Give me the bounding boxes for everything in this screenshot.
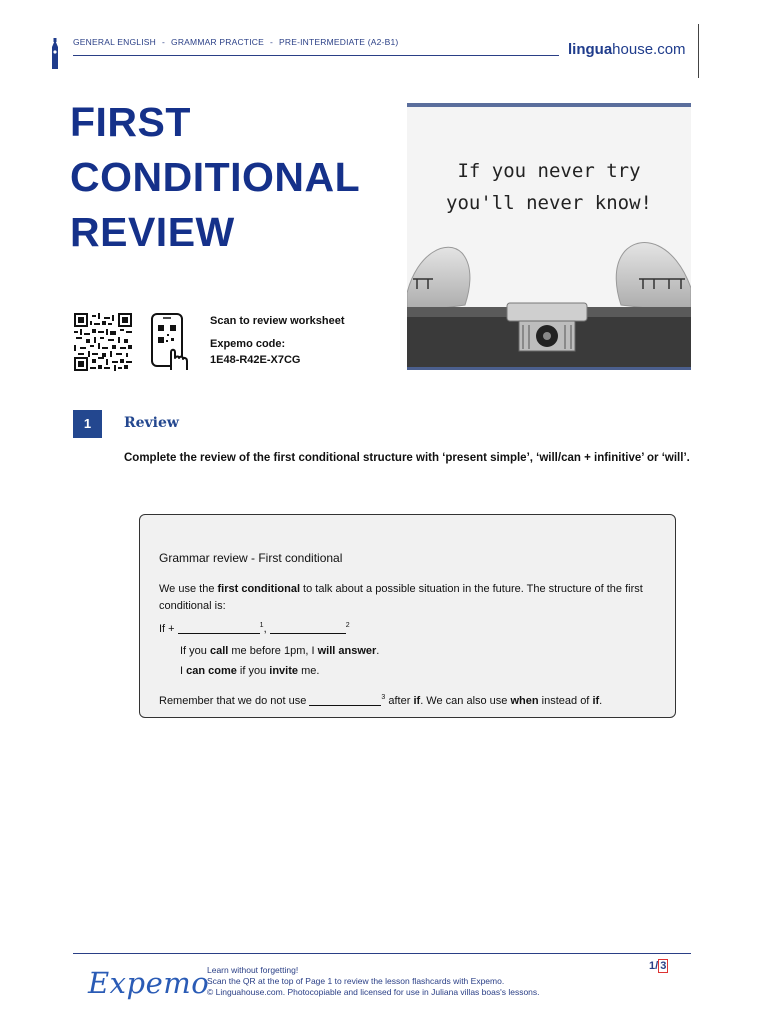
scan-info — [210, 313, 345, 375]
text-run: . We can also use — [420, 695, 511, 707]
brand-logo-rest: house.com — [612, 41, 686, 58]
quote-line: If you never try — [457, 160, 641, 182]
section-number-badge: 1 — [73, 410, 102, 438]
image-top-bar — [407, 103, 691, 107]
bold-term: if — [413, 695, 421, 707]
page-total-link[interactable]: 3 — [660, 960, 667, 972]
header-vertical-divider — [698, 24, 699, 78]
bold-term: can come — [186, 665, 237, 677]
text-run: to talk about a possible situation in the future. The structure of the first conditional is: — [159, 583, 643, 612]
text-run: if you — [236, 665, 270, 677]
text-run: after — [385, 695, 414, 707]
text-run: If you — [180, 645, 210, 657]
text-run: I — [180, 665, 187, 677]
text-run: me. — [298, 665, 320, 677]
brand-logo[interactable] — [568, 41, 686, 58]
bold-term: call — [209, 645, 229, 657]
expemo-code: 1E48-R42E-X7CG — [210, 354, 301, 366]
scan-label: Scan to review worksheet — [210, 315, 345, 327]
breadcrumb — [73, 37, 398, 47]
grammar-box-body — [159, 581, 664, 710]
blank-number: 3 — [381, 694, 386, 701]
bold-term: will answer — [317, 645, 377, 657]
bold-term: when — [510, 695, 539, 707]
title-line: REVIEW — [70, 209, 235, 255]
text-run: . — [599, 695, 603, 707]
expemo-code-label: Expemo code: — [210, 338, 286, 350]
grammar-review-box — [139, 514, 676, 718]
typewriter-mechanism-icon — [407, 233, 691, 370]
text-run: instead of — [538, 695, 593, 707]
blank-number: 2 — [345, 622, 350, 629]
grammar-intro — [159, 581, 664, 615]
page-title — [70, 95, 400, 260]
remember-note — [159, 689, 664, 710]
footer-divider — [73, 953, 691, 954]
grammar-box-title: Grammar review - First conditional — [159, 551, 343, 565]
page-separator: / — [655, 960, 659, 972]
bold-term: invite — [269, 665, 299, 677]
image-bottom-bar — [407, 367, 691, 370]
page-current: 1 — [649, 960, 656, 972]
section-title: Review — [124, 415, 179, 431]
breadcrumb-item[interactable]: GENERAL ENGLISH — [73, 37, 156, 47]
text-run: , — [263, 623, 270, 635]
answer-blank-1[interactable] — [178, 622, 260, 634]
quote-line: you'll never know! — [446, 192, 652, 214]
title-line: FIRST — [70, 99, 191, 145]
footer-line: © Linguahouse.com. Photocopiable and licensed for use in Juliana villas boas's lessons. — [207, 987, 540, 997]
text-run: . — [376, 645, 380, 657]
breadcrumb-item[interactable]: GRAMMAR PRACTICE — [171, 37, 264, 47]
text-run: me before 1pm, I — [228, 645, 318, 657]
structure-line — [159, 617, 664, 638]
typewriter-image — [407, 103, 691, 370]
footer-line: Scan the QR at the top of Page 1 to review the lesson flashcards with Expemo. — [207, 976, 505, 986]
blank-number: 1 — [259, 622, 264, 629]
text-run: Remember that we do not use — [159, 695, 310, 707]
text-run: If + — [159, 623, 178, 635]
brand-logo-bold: lingua — [568, 41, 613, 58]
breadcrumb-item[interactable]: PRE-INTERMEDIATE (A2-B1) — [279, 37, 399, 47]
example-sentence — [159, 643, 664, 660]
example-sentence — [159, 663, 664, 680]
text-run: We use the — [159, 583, 218, 595]
breadcrumb-separator: - — [162, 37, 166, 47]
footer-text — [207, 965, 540, 998]
footer-line: Learn without forgetting! — [207, 965, 299, 975]
header-divider — [73, 55, 559, 56]
answer-blank-3[interactable] — [309, 694, 381, 706]
title-line: CONDITIONAL — [70, 154, 361, 200]
bold-term: first conditional — [217, 583, 300, 595]
bold-term: if — [592, 695, 600, 707]
page-indicator — [649, 960, 668, 972]
answer-blank-2[interactable] — [270, 622, 346, 634]
typewriter-quote — [407, 155, 691, 219]
phone-scan-icon — [149, 312, 193, 372]
big-ben-icon — [50, 38, 60, 70]
breadcrumb-separator: - — [269, 37, 273, 47]
qr-code-icon[interactable] — [74, 313, 132, 371]
exercise-instruction: Complete the review of the first conditional structure with ‘present simple’, ‘will/can + infinitive’ or ‘will’. — [124, 452, 690, 464]
expemo-logo[interactable]: Expemo — [88, 966, 210, 1000]
